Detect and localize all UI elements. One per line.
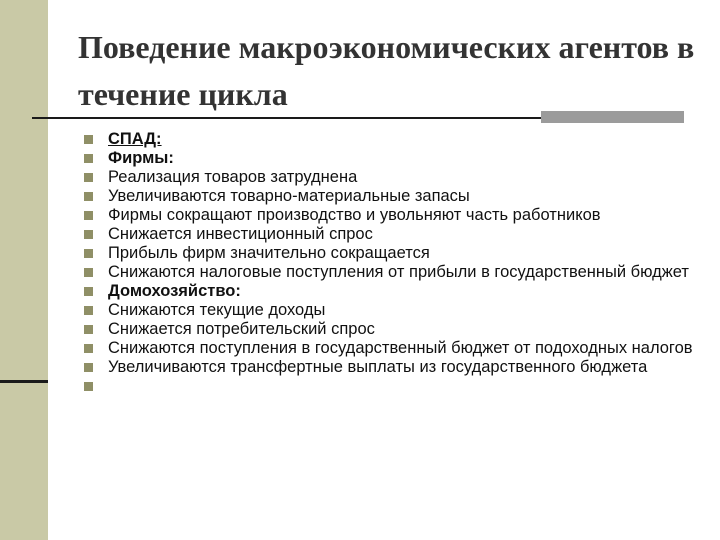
bullet-list: [84, 130, 694, 396]
bullet-text: Снижается инвестиционный спрос: [108, 225, 373, 243]
bullet-text: Увеличиваются трансфертные выплаты из государственного бюджета: [108, 358, 648, 376]
square-bullet-icon: [84, 344, 93, 353]
bullet-item: [84, 225, 694, 243]
slide-title: Поведение макроэкономических агентов в течение цикла: [78, 29, 695, 112]
bullet-text: Фирмы сокращают производство и увольняют часть работников: [108, 206, 601, 224]
bullet-text: Снижаются налоговые поступления от прибыли в государственный бюджет: [108, 263, 689, 281]
square-bullet-icon: [84, 268, 93, 277]
square-bullet-icon: [84, 192, 93, 201]
square-bullet-icon: [84, 363, 93, 372]
square-bullet-icon: [84, 154, 93, 163]
square-bullet-icon: [84, 287, 93, 296]
bullet-text: СПАД:: [108, 130, 162, 148]
bullet-text: Прибыль фирм значительно сокращается: [108, 244, 430, 262]
square-bullet-icon: [84, 135, 93, 144]
bullet-item: [84, 263, 694, 281]
square-bullet-icon: [84, 382, 93, 391]
bullet-item: [84, 149, 694, 167]
bullet-text: Фирмы:: [108, 149, 174, 167]
bullet-item: [84, 301, 694, 319]
bullet-text: Снижаются текущие доходы: [108, 301, 326, 319]
bullet-item: [84, 358, 694, 376]
square-bullet-icon: [84, 211, 93, 220]
square-bullet-icon: [84, 249, 93, 258]
bullet-text: Домохозяйство:: [108, 282, 241, 300]
bullet-text: Увеличиваются товарно-материальные запасы: [108, 187, 470, 205]
square-bullet-icon: [84, 230, 93, 239]
square-bullet-icon: [84, 325, 93, 334]
square-bullet-icon: [84, 173, 93, 182]
bullet-text: Реализация товаров затруднена: [108, 168, 358, 186]
bullet-item: [84, 206, 694, 224]
bullet-item: [84, 282, 694, 300]
bullet-item: [84, 377, 694, 395]
title-accent-bar: [541, 111, 684, 123]
bullet-item: [84, 130, 694, 148]
bullet-item: [84, 244, 694, 262]
strip-divider: [0, 380, 48, 383]
bullet-text: Снижается потребительский спрос: [108, 320, 375, 338]
bullet-item: [84, 168, 694, 186]
bullet-item: [84, 320, 694, 338]
bullet-item: [84, 187, 694, 205]
left-decor-strip: [0, 0, 48, 540]
bullet-item: [84, 339, 694, 357]
bullet-text: Снижаются поступления в государственный бюджет от подоходных налогов: [108, 339, 693, 357]
square-bullet-icon: [84, 306, 93, 315]
